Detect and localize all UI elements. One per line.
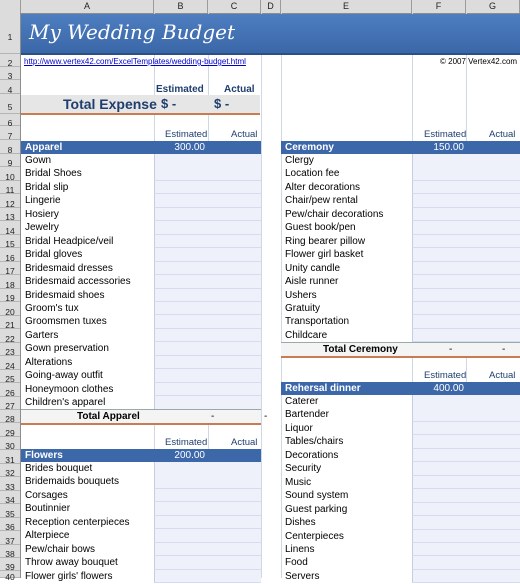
row-header[interactable]: 6 (0, 114, 20, 126)
flowers-item-label: Reception centerpieces (25, 516, 130, 528)
flowers-item-values[interactable] (154, 543, 261, 557)
ceremony-item-label: Chair/pew rental (285, 195, 358, 207)
rehearsal-item-label: Bartender (285, 409, 329, 421)
apparel-item-values[interactable] (154, 167, 261, 181)
apparel-item-label: Alterations (25, 356, 73, 368)
row-header[interactable]: 35 (0, 504, 20, 518)
flowers-estimated-value[interactable]: 200.00 (174, 450, 205, 461)
ceremony-item-values[interactable] (412, 262, 520, 276)
rehearsal-item-values[interactable] (412, 489, 520, 503)
rehearsal-item-values[interactable] (412, 530, 520, 544)
apparel-item-label: Going-away outfit (25, 370, 103, 382)
rehearsal-item-values[interactable] (412, 408, 520, 422)
total-expense-actual[interactable]: $ - (214, 96, 230, 111)
flowers-item-label: Alterpiece (25, 530, 70, 542)
rehearsal-item-label: Sound system (285, 490, 349, 502)
row-header[interactable]: 5 (0, 94, 20, 114)
flowers-item-label: Pew/chair bows (25, 543, 96, 555)
apparel-item-label: Bridal Shoes (25, 168, 82, 180)
row-header[interactable]: 25 (0, 370, 20, 383)
row-header[interactable]: 21 (0, 316, 20, 329)
apparel-item-label: Bridesmaid accessories (25, 276, 131, 288)
ceremony-item-values[interactable] (412, 194, 520, 208)
apparel-item-values[interactable] (154, 329, 261, 343)
rehearsal-item-label: Security (285, 463, 322, 475)
rehearsal-item-values[interactable] (412, 516, 520, 530)
flowers-item-values[interactable] (154, 570, 261, 584)
row-header[interactable]: 4 (0, 80, 20, 94)
ceremony-item-values[interactable] (412, 221, 520, 235)
column-header-c[interactable]: C (208, 0, 261, 13)
summary-actual-header: Actual (224, 84, 255, 95)
ceremony-item-label: Ring bearer pillow (285, 235, 366, 247)
apparel-item-label: Jewelry (25, 222, 59, 234)
ceremony-item-values[interactable] (412, 248, 520, 262)
rehearsal-item-values[interactable] (412, 543, 520, 557)
rehearsal-estimated-value[interactable]: 400.00 (433, 383, 464, 394)
flowers-category-name: Flowers (25, 450, 63, 461)
rehearsal-item-values[interactable] (412, 556, 520, 570)
ceremony-item-values[interactable] (412, 315, 520, 329)
row-header[interactable]: 7 (0, 126, 20, 140)
row-header[interactable]: 28 (0, 410, 20, 423)
row-header[interactable]: 13 (0, 208, 20, 221)
row-header[interactable]: 11 (0, 181, 20, 194)
ceremony-item-values[interactable] (412, 289, 520, 303)
apparel-actual-header: Actual (231, 129, 258, 140)
column-header-b[interactable]: B (154, 0, 208, 13)
column-header-a[interactable]: A (21, 0, 154, 13)
flowers-item-values[interactable] (154, 475, 261, 489)
flowers-item-label: Bridemaids bouquets (25, 476, 119, 488)
flowers-item-values[interactable] (154, 529, 261, 543)
column-header-bar (0, 0, 520, 14)
row-header[interactable]: 2 (0, 54, 20, 67)
ceremony-item-label: Unity candle (285, 262, 341, 274)
rehearsal-item-values[interactable] (412, 422, 520, 436)
ceremony-item-values[interactable] (412, 329, 520, 343)
ceremony-item-label: Childcare (285, 329, 328, 341)
ceremony-item-label: Location fee (285, 168, 340, 180)
apparel-item-values[interactable] (154, 356, 261, 370)
ceremony-item-label: Aisle runner (285, 276, 339, 288)
row-header[interactable]: 36 (0, 518, 20, 531)
rehearsal-item-label: Linens (285, 543, 315, 555)
ceremony-item-values[interactable] (412, 275, 520, 289)
apparel-item-values[interactable] (154, 302, 261, 316)
apparel-item-values[interactable] (154, 262, 261, 276)
total-ceremony-row (281, 342, 520, 358)
flowers-estimated-header: Estimated (165, 437, 208, 448)
apparel-item-values[interactable] (154, 181, 261, 195)
apparel-item-values[interactable] (154, 275, 261, 289)
ceremony-category-name: Ceremony (285, 142, 334, 153)
row-header[interactable]: 9 (0, 154, 20, 167)
ceremony-item-label: Guest book/pen (285, 222, 356, 234)
ceremony-item-values[interactable] (412, 154, 520, 168)
apparel-item-label: Honeymoon clothes (25, 383, 114, 395)
row-header[interactable]: 24 (0, 356, 20, 370)
rehearsal-item-label: Caterer (285, 396, 319, 407)
flowers-item-label: Brides bouquet (25, 463, 93, 474)
flowers-actual-header: Actual (231, 437, 258, 448)
rehearsal-category-name: Rehersal dinner (285, 383, 361, 394)
total-ceremony-label: Total Ceremony (323, 344, 398, 355)
row-header[interactable]: 39 (0, 558, 20, 571)
row-header[interactable]: 38 (0, 545, 20, 558)
ceremony-item-label: Alter decorations (285, 181, 361, 193)
flowers-item-label: Throw away bouquet (25, 557, 118, 569)
apparel-item-label: Lingerie (25, 195, 61, 207)
row-header[interactable]: 23 (0, 343, 20, 356)
ceremony-item-values[interactable] (412, 302, 520, 316)
rehearsal-item-label: Liquor (285, 422, 313, 434)
rehearsal-item-label: Servers (285, 570, 320, 582)
ceremony-actual-header: Actual (489, 129, 516, 140)
vertex42-link[interactable]: http://www.vertex42.com/ExcelTemplates/wedding-budget.html (24, 57, 246, 66)
flowers-item-values[interactable] (154, 462, 261, 476)
rehearsal-item-values[interactable] (412, 435, 520, 449)
rehearsal-item-label: Music (285, 476, 312, 488)
ceremony-item-label: Flower girl basket (285, 249, 364, 261)
flowers-item-label: Corsages (25, 489, 68, 501)
rehearsal-item-values[interactable] (412, 449, 520, 463)
flowers-item-values[interactable] (154, 489, 261, 503)
select-all-corner[interactable] (0, 0, 21, 13)
ceremony-item-values[interactable] (412, 208, 520, 222)
rehearsal-item-label: Tables/chairs (285, 436, 344, 448)
ceremony-item-values[interactable] (412, 235, 520, 249)
total-expense-row (21, 95, 260, 115)
row-header[interactable]: 20 (0, 302, 20, 316)
row-header[interactable]: 30 (0, 437, 20, 450)
row-header[interactable]: 8 (0, 140, 20, 154)
row-header[interactable]: 27 (0, 397, 20, 410)
column-header-d[interactable]: D (261, 0, 281, 13)
apparel-item-label: Bridesmaid dresses (25, 262, 113, 274)
apparel-item-label: Children's apparel (25, 397, 106, 409)
apparel-item-label: Bridal Headpice/veil (25, 235, 114, 247)
flowers-item-label: Flower girls' flowers (25, 570, 113, 582)
row-header[interactable]: 14 (0, 221, 20, 235)
apparel-item-label: Gown preservation (25, 343, 109, 355)
row-header[interactable]: 22 (0, 329, 20, 343)
apparel-item-values[interactable] (154, 221, 261, 235)
apparel-item-values[interactable] (154, 369, 261, 383)
ceremony-estimated-value[interactable]: 150.00 (433, 142, 464, 153)
row-header[interactable]: 37 (0, 531, 20, 545)
apparel-item-values[interactable] (154, 342, 261, 356)
apparel-category-header (21, 141, 261, 154)
row-header-bar (0, 13, 21, 582)
ceremony-item-label: Pew/chair decorations (285, 208, 384, 220)
rehearsal-item-label: Centerpieces (285, 530, 344, 542)
apparel-item-values[interactable] (154, 194, 261, 208)
column-header-g[interactable]: G (466, 0, 520, 13)
apparel-estimated-value[interactable]: 300.00 (174, 142, 205, 153)
flowers-item-values[interactable] (154, 502, 261, 516)
rehearsal-item-values[interactable] (412, 476, 520, 490)
ceremony-item-label: Transportation (285, 316, 350, 328)
apparel-item-label: Bridal gloves (25, 249, 83, 261)
apparel-category-name: Apparel (25, 142, 63, 153)
rehearsal-estimated-header: Estimated (424, 370, 467, 381)
row-header[interactable]: 3 (0, 67, 20, 80)
rehearsal-item-values[interactable] (412, 503, 520, 517)
total-expense-label: Total Expense (63, 96, 157, 112)
apparel-item-label: Hosiery (25, 208, 59, 220)
total-ceremony-estimated[interactable]: - (449, 344, 453, 355)
apparel-item-label: Groom's tux (25, 302, 79, 314)
copyright-text: © 2007 Vertex42.com (440, 57, 518, 66)
apparel-item-label: Bridesmaid shoes (25, 289, 105, 301)
apparel-item-values[interactable] (154, 289, 261, 303)
total-apparel-estimated[interactable]: - (211, 411, 215, 422)
apparel-item-label: Bridal slip (25, 181, 69, 193)
apparel-item-values[interactable] (154, 248, 261, 262)
page-title: My Wedding Budget (29, 20, 235, 44)
row-header[interactable]: 40 (0, 571, 20, 578)
rehearsal-item-label: Decorations (285, 449, 339, 461)
rehearsal-item-values[interactable] (412, 570, 520, 584)
rehearsal-category-header (281, 382, 520, 395)
row-header[interactable]: 17 (0, 262, 20, 275)
summary-estimated-header: Estimated (156, 84, 204, 95)
rehearsal-item-label: Dishes (285, 517, 316, 529)
total-ceremony-actual[interactable]: - (502, 344, 506, 355)
row-header[interactable]: 12 (0, 194, 20, 208)
title-banner (21, 14, 520, 55)
rehearsal-item-values[interactable] (412, 462, 520, 476)
total-apparel-actual[interactable]: - (264, 411, 268, 422)
row-header[interactable]: 34 (0, 491, 20, 504)
row-header[interactable]: 19 (0, 289, 20, 302)
rehearsal-item-values[interactable] (412, 395, 520, 409)
total-expense-estimated[interactable]: $ - (161, 96, 177, 111)
row-header[interactable]: 33 (0, 477, 20, 491)
flowers-item-values[interactable] (154, 516, 261, 530)
apparel-item-values[interactable] (154, 154, 261, 168)
row-header[interactable]: 18 (0, 275, 20, 289)
apparel-item-values[interactable] (154, 208, 261, 222)
row-header[interactable]: 32 (0, 464, 20, 477)
rehearsal-actual-header: Actual (489, 370, 516, 381)
ceremony-item-label: Gratuity (285, 302, 321, 314)
rehearsal-item-label: Food (285, 557, 308, 569)
apparel-item-label: Gown (25, 155, 52, 166)
apparel-estimated-header: Estimated (165, 129, 208, 140)
row-header[interactable]: 16 (0, 248, 20, 262)
apparel-item-label: Garters (25, 329, 59, 341)
ceremony-item-values[interactable] (412, 167, 520, 181)
apparel-item-values[interactable] (154, 315, 261, 329)
total-apparel-label: Total Apparel (77, 411, 140, 422)
row-header[interactable]: 1 (0, 14, 20, 54)
ceremony-estimated-header: Estimated (424, 129, 467, 140)
flowers-item-values[interactable] (154, 556, 261, 570)
ceremony-category-header (281, 141, 520, 154)
row-header[interactable]: 31 (0, 450, 20, 464)
column-header-e[interactable]: E (281, 0, 412, 13)
row-header[interactable]: 15 (0, 235, 20, 248)
apparel-item-label: Groomsmen tuxes (25, 316, 107, 328)
apparel-item-values[interactable] (154, 235, 261, 249)
ceremony-item-values[interactable] (412, 181, 520, 195)
ceremony-item-label: Clergy (285, 155, 314, 166)
flowers-item-label: Boutinnier (25, 503, 71, 515)
rehearsal-item-label: Guest parking (285, 503, 348, 515)
column-header-f[interactable]: F (412, 0, 466, 13)
apparel-item-values[interactable] (154, 396, 261, 410)
row-header[interactable]: 26 (0, 383, 20, 397)
ceremony-item-label: Ushers (285, 289, 317, 301)
apparel-item-values[interactable] (154, 383, 261, 397)
row-header[interactable]: 29 (0, 423, 20, 437)
flowers-category-header (21, 449, 261, 462)
row-header[interactable]: 10 (0, 167, 20, 181)
total-apparel-row (21, 409, 268, 425)
